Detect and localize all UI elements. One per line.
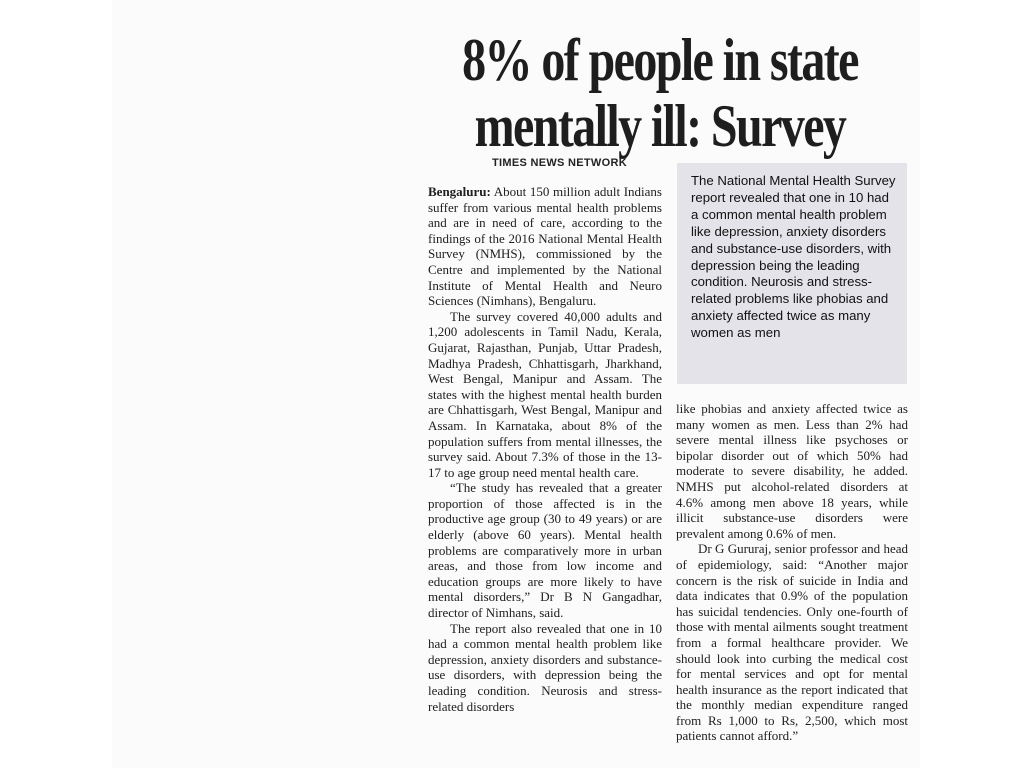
headline-line-2: mentally ill: Survey [474, 93, 846, 159]
pull-quote-box: The National Mental Health Survey report revealed that one in 10 had a common mental health problem like depression, anxiety disorders and substance-use disorders, with depression being the leading condition. Neurosis and stress-related problems like phobias and anxiety affected twice as many women as men [677, 163, 907, 384]
article-paragraph: The survey covered 40,000 adults and 1,200 adolescents in Tamil Nadu, Kerala, Gujarat, Rajasthan, Punjab, Uttar Pradesh, Madhya Pradesh, Chhattisgarh, Jharkhand, West Bengal, Manipur and Assam. The states with the highest mental health burden are Chhattisgarh, West Bengal, Manipur and Assam. In Karnataka, about 8% of the population suffers from mental illnesses, the survey said. About 7.3% of those in the 13-17 to age group need mental health care. [428, 308, 662, 480]
article-paragraph: “The study has revealed that a greater proportion of those affected is in the productive age group (30 to 49 years) or are elderly (above 60 years). Mental health problems are comparatively more in urban areas, and those from low income and education groups are more likely to have mental disorders,” Dr B N Gangadhar, director of Nimhans, said. [428, 480, 662, 621]
article-column-2 [676, 401, 908, 744]
article-paragraph: Dr G Gururaj, senior professor and head of epidemiology, said: “Another major concern is the risk of suicide in India and data indicates that 0.9% of the population has suicidal tendencies. Only one-fourth of those with mental ailments sought treatment from a formal healthcare provider. We should look into curbing the medical cost for mental services and opt for mental health insurance as the report indicated that the monthly median expenditure ranged from Rs 1,000 to Rs, 2,500, which most patients cannot afford.” [676, 541, 908, 744]
article-paragraph: The report also revealed that one in 10 had a common mental health problem like depression, anxiety disorders and substance-use disorders, with depression being the leading condition. Neurosis and stress-related disorders [428, 620, 662, 714]
byline: TIMES NEWS NETWORK [492, 157, 627, 169]
article-column-1 [428, 184, 662, 714]
article-paragraph: Bengaluru: About 150 million adult Indians suffer from various mental health problems and are in need of care, according to the findings of the 2016 National Mental Health Survey (NMHS), commissioned by the Centre and implemented by the National Institute of Mental Health and Neuro Sciences (Nimhans), Bengaluru. [428, 184, 662, 309]
headline-line-1: 8% of people in state [462, 27, 858, 93]
article-paragraph: like phobias and anxiety affected twice as many women as men. Less than 2% had severe mental illness like psychoses or bipolar disorder out of which 50% had moderate to severe disability, he added. NMHS put alcohol-related disorders at 4.6% among men above 18 years, while illicit substance-use disorders were prevalent among 0.6% of men. [676, 401, 908, 541]
dateline: Bengaluru: [428, 184, 491, 199]
